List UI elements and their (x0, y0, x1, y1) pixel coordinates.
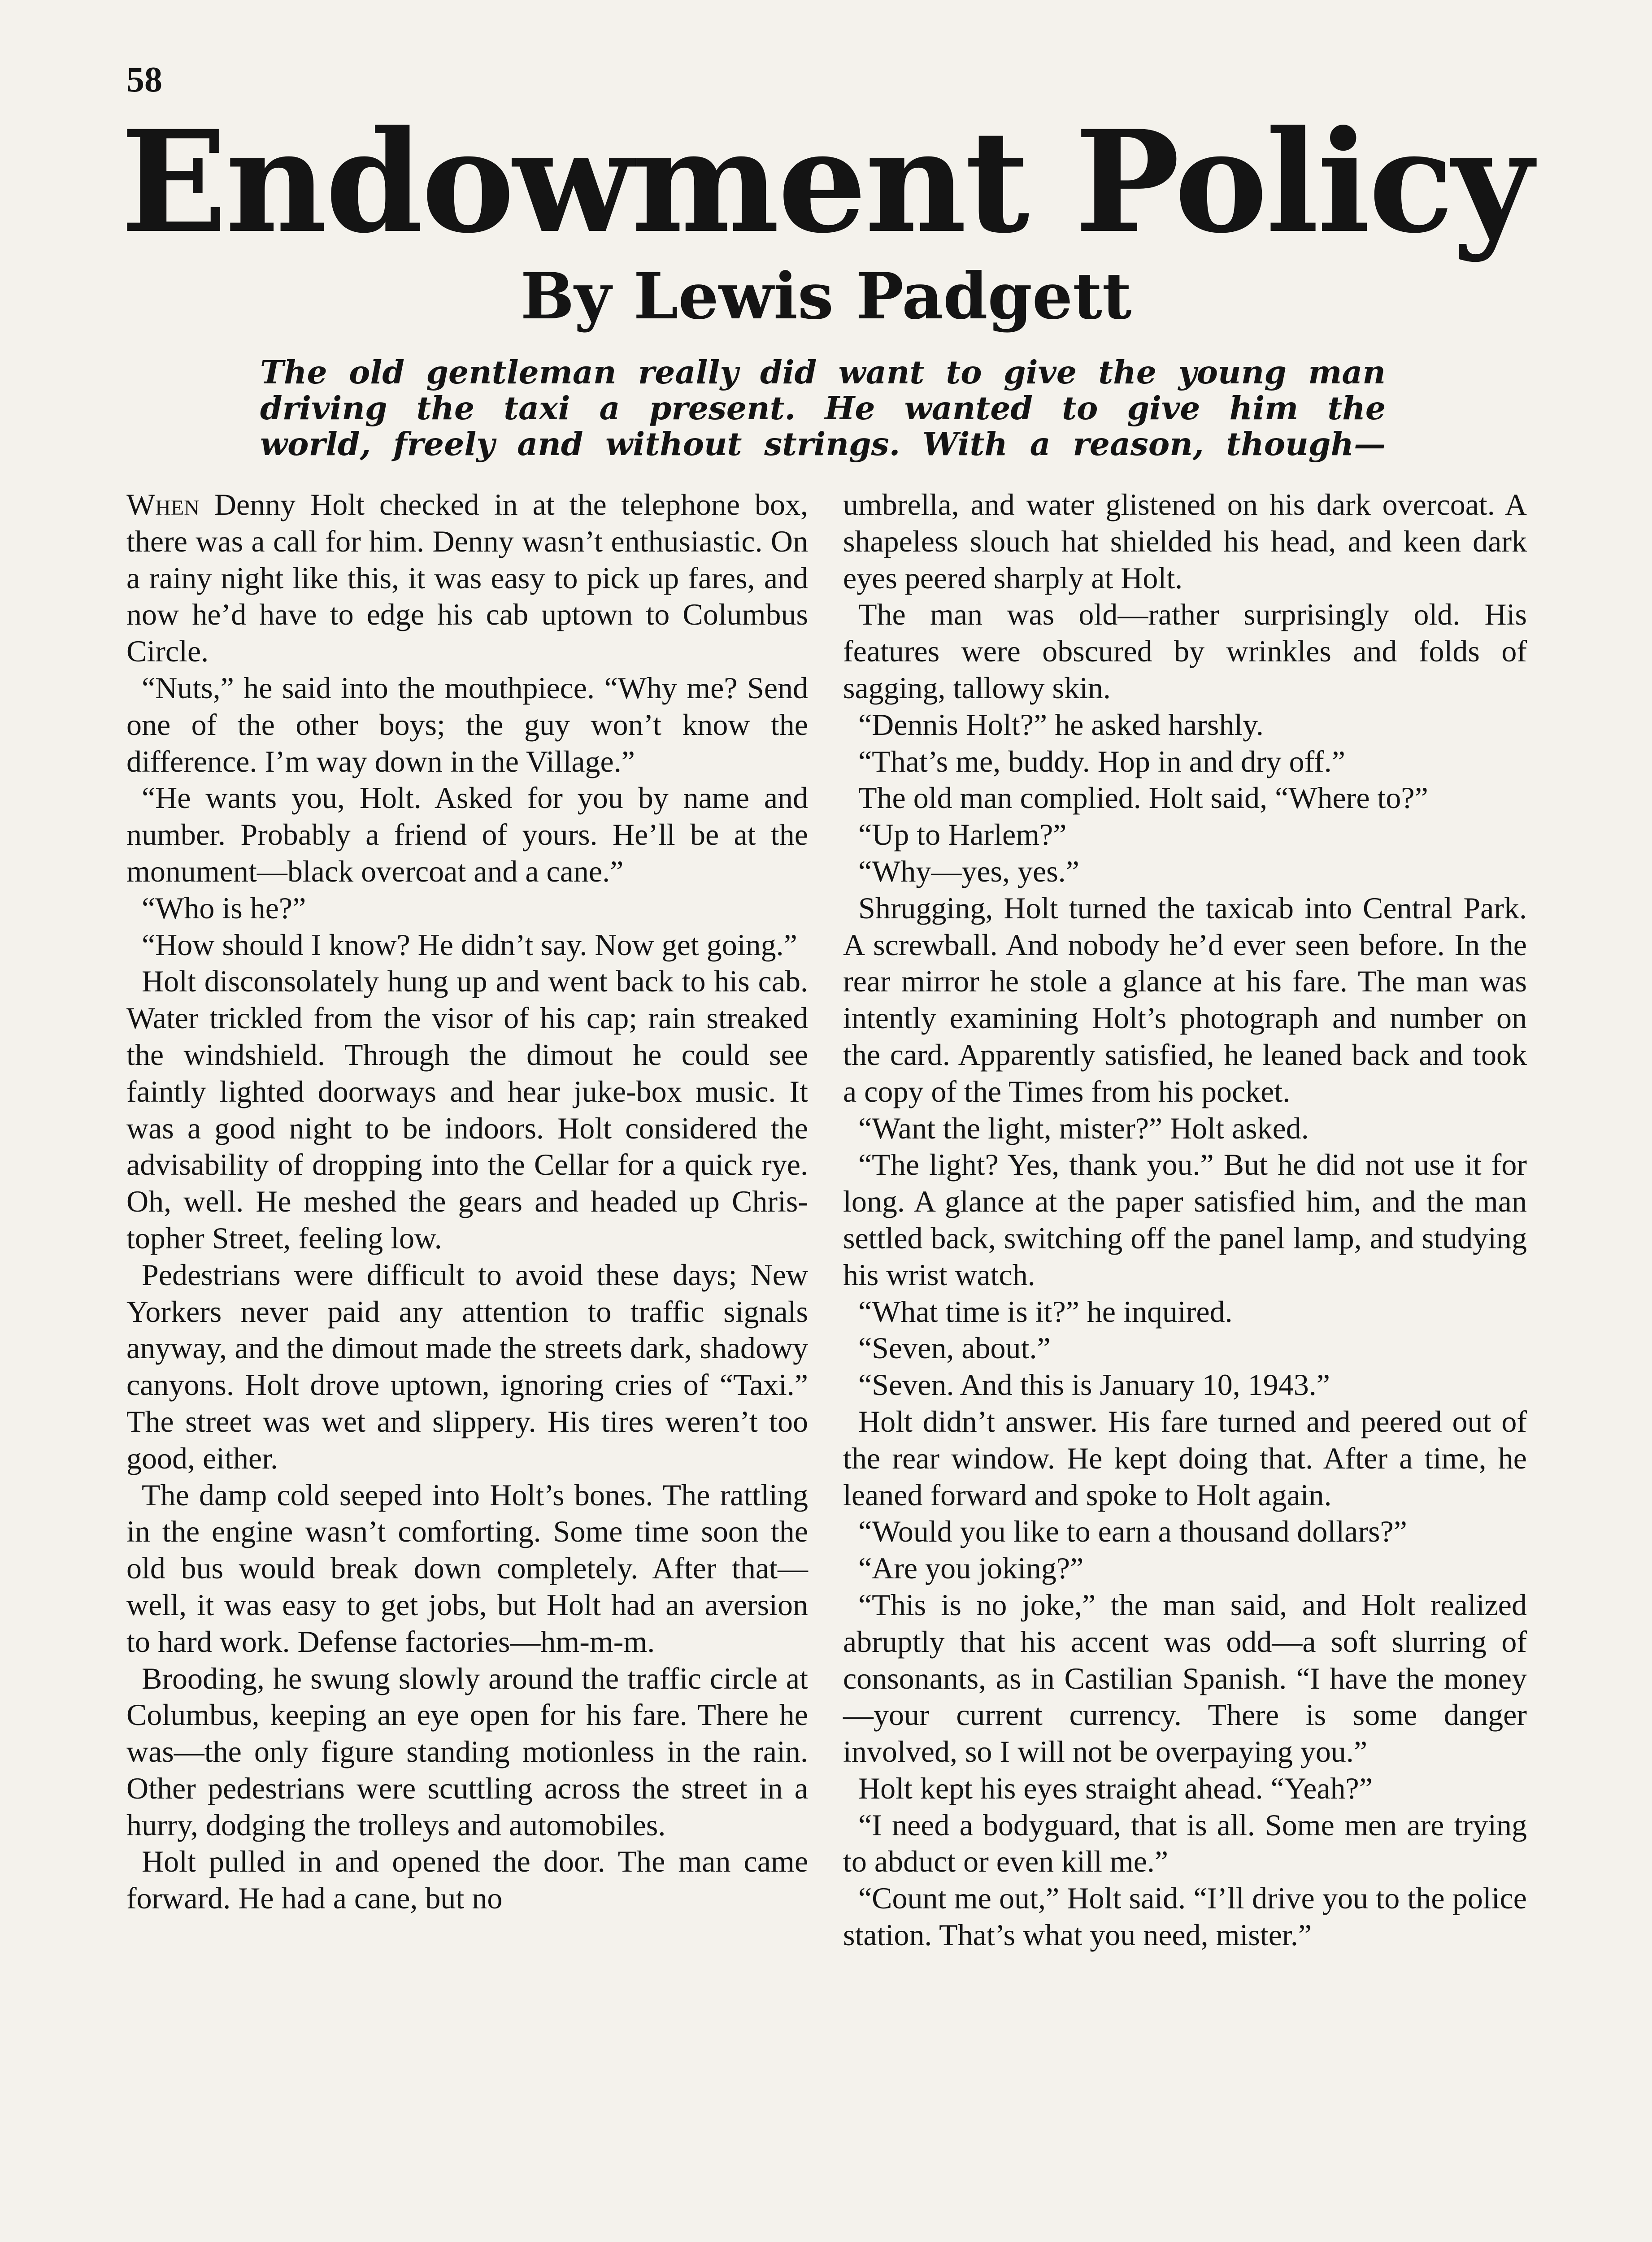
paragraph: “Seven. And this is January 10, 1943.” (858, 1368, 1330, 1402)
paragraph: Pedestrians were difficult to avoid these days; New Yorkers never paid any attention to traffic signals anyway, and the dimout made the streets dark, shadowy canyons. Holt drove uptown, ignoring cries of “Taxi.” The street was wet and slippery. His tires weren’t too good, either. (126, 1257, 808, 1475)
story-title: Endowment Policy (120, 100, 1532, 264)
paragraph: Holt pulled in and opened the door. The man came forward. He had a cane, but no (126, 1844, 808, 1916)
paragraph: Holt didn’t answer. His fare turned and peered out of the rear window. He kept doing that. After a time, he leaned forward and spoke to Holt again. (843, 1404, 1527, 1512)
paragraph: The man was old—rather surprisingly old. His features were obscured by wrinkles and folds of sagging, tallowy skin. (843, 597, 1527, 705)
paragraph: Holt disconsolately hung up and went back to his cab. Water trickled from the visor of his cap; rain streaked the windshield. Through the dimout he could see faintly lighted doorways and hear juke-box music. It was a good night to be indoors. Holt considered the advisability of dropping into the Cellar for a quick rye. Oh, well. He meshed the gears and headed up Christopher Street, feeling low. (126, 964, 808, 1255)
paragraph: “He wants you, Holt. Asked for you by name and number. Probably a friend of yours. He’ll be at the monument—black overcoat and a cane.” (126, 781, 808, 888)
text-column-left (126, 487, 808, 1917)
paragraph: Brooding, he swung slowly around the traffic circle at Columbus, keeping an eye open for his fare. There he was—the only figure standing motionless in the rain. Other pedestrians were scuttling across the street in a hurry, dodging the trolleys and automobiles. (126, 1661, 808, 1842)
text-column-right (843, 487, 1527, 1954)
paragraph: The damp cold seeped into Holt’s bones. The rattling in the engine wasn’t comforting. Some time soon the old bus would break down completely. After that—well, it was easy to get jobs, but Holt had an aversion to hard work. Defense factories—hm-m-m. (126, 1477, 808, 1659)
paragraph: “How should I know? He didn’t say. Now get going.” (142, 927, 797, 962)
paragraph-text: Denny Holt checked in at the telephone box, there was a call for him. Denny wasn’t enthusiastic. On a rainy night like this, it was easy to pick up fares, and now he’d have to edge his cab uptown to Columbus Circle. (126, 487, 808, 669)
paragraph: “Up to Harlem?” (858, 817, 1067, 852)
paragraph: “Why—yes, yes.” (858, 854, 1079, 888)
paragraph: The old man complied. Holt said, “Where to?” (858, 781, 1428, 815)
paragraph: “Would you like to earn a thousand dollars?” (858, 1514, 1407, 1549)
opening-word: When (126, 487, 200, 521)
paragraph: “That’s me, buddy. Hop in and dry off.” (858, 744, 1345, 778)
paragraph: umbrella, and water glistened on his dark overcoat. A shapeless slouch hat shielded his head, and keen dark eyes peered sharply at Holt. (843, 487, 1527, 595)
blurb-line: world, freely and without strings. With a reason, though— (260, 425, 1386, 463)
paragraph: “Who is he?” (142, 891, 306, 925)
paragraph (126, 487, 808, 670)
paragraph: “The light? Yes, thank you.” But he did not use it for long. A glance at the paper satisfied him, and the man settled back, switching off the panel lamp, and studying his wrist watch. (843, 1147, 1527, 1292)
paragraph: “Count me out,” Holt said. “I’ll drive you to the police station. That’s what you need, mister.” (843, 1881, 1527, 1952)
byline: By Lewis Padgett (520, 259, 1132, 334)
story-blurb (260, 354, 1386, 462)
paragraph: “This is no joke,” the man said, and Holt realized abruptly that his accent was odd—a soft slurring of consonants, as in Castilian Spanish. “I have the money—your current currency. There is some danger involved, so I will not be overpaying you.” (843, 1587, 1527, 1769)
page-number: 58 (126, 60, 162, 100)
blurb-line: The old gentleman really did want to give the young man (260, 353, 1386, 391)
paragraph: “Dennis Holt?” he asked harshly. (858, 707, 1264, 742)
paragraph: “Want the light, mister?” Holt asked. (858, 1111, 1309, 1145)
paragraph: Shrugging, Holt turned the taxicab into Central Park. A screwball. And nobody he’d ever seen before. In the rear mirror he stole a glance at his fare. The man was intently examining Holt’s photograph and number on the card. Apparently satisfied, he leaned back and took a copy of the Times from his pocket. (843, 891, 1527, 1108)
blurb-line: driving the taxi a present. He wanted to give him the (260, 389, 1386, 427)
paragraph: “What time is it?” he inquired. (858, 1294, 1233, 1329)
paragraph: “Are you joking?” (858, 1551, 1084, 1586)
paragraph: Holt kept his eyes straight ahead. “Yeah?” (858, 1771, 1373, 1805)
paragraph: “Seven, about.” (858, 1331, 1051, 1365)
paragraph: “Nuts,” he said into the mouthpiece. “Why me? Send one of the other boys; the guy won’t know the difference. I’m way down in the Village.” (126, 670, 808, 778)
paragraph: “I need a bodyguard, that is all. Some men are trying to abduct or even kill me.” (843, 1808, 1527, 1879)
